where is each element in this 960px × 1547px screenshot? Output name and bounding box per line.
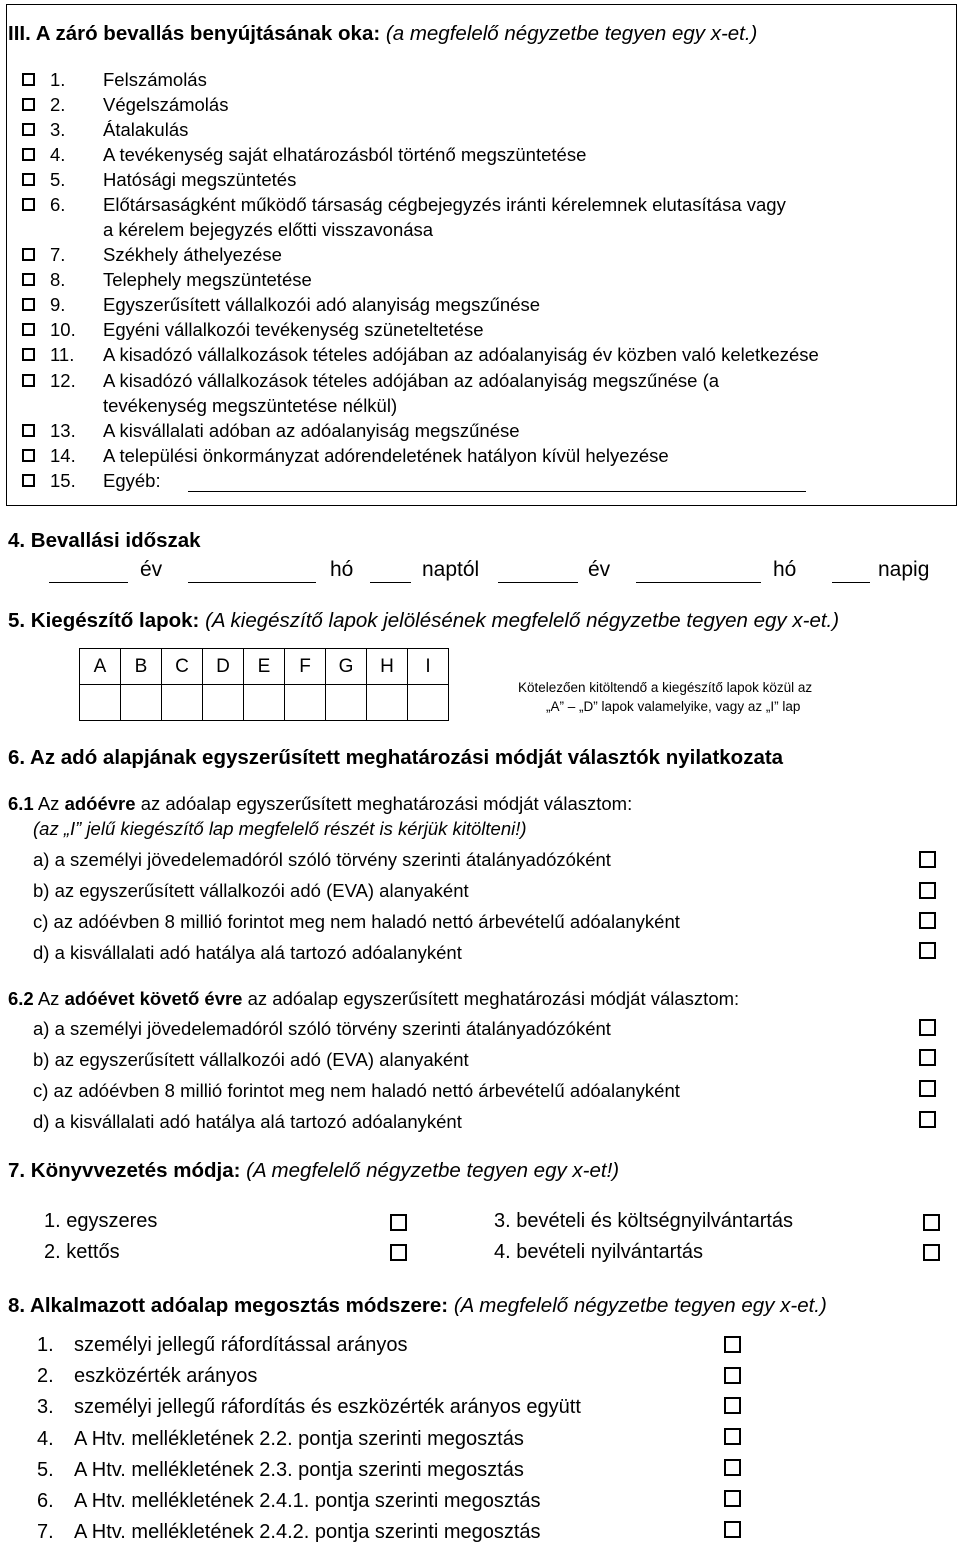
section-5-title	[8, 609, 839, 633]
method-number: 7.	[37, 1521, 54, 1543]
checkbox[interactable]	[22, 474, 35, 487]
item-number: 10.	[50, 319, 76, 340]
checkbox-6-1-a[interactable]	[919, 851, 936, 868]
option-6-1-a: a) a személyi jövedelemadóról szóló törvény szerinti átalányadózóként	[33, 849, 611, 870]
sheet-mark-cell[interactable]	[80, 685, 121, 721]
item-text: A kisvállalati adóban az adóalanyiság megszűnése	[103, 420, 520, 441]
p61-note: (az „I” jelű kiegészítő lap megfelelő részét is kérjük kitölteni!)	[33, 818, 527, 839]
checkbox-6-2-c[interactable]	[919, 1080, 936, 1097]
bookkeeping-single: 1. egyszeres	[44, 1210, 158, 1232]
reason-item-7	[0, 242, 960, 267]
checkbox[interactable]	[22, 323, 35, 336]
method-number: 5.	[37, 1459, 54, 1481]
bookkeeping-income: 4. bevételi nyilvántartás	[494, 1241, 704, 1263]
item-number: 15.	[50, 470, 76, 491]
year-to-input[interactable]	[498, 582, 578, 583]
reason-item-9	[0, 292, 960, 317]
p62-number: 6.2	[8, 988, 34, 1009]
label-from-day: naptól	[422, 558, 480, 581]
method-number: 6.	[37, 1490, 54, 1512]
item-text-continued: tevékenység megszüntetése nélkül)	[103, 395, 398, 416]
checkbox-6-2-d[interactable]	[919, 1111, 936, 1128]
p61-c: az adóalap egyszerűsített meghatározási módját választom:	[140, 793, 633, 814]
sheet-mark-cell[interactable]	[203, 685, 244, 721]
sheet-mark-cell[interactable]	[244, 685, 285, 721]
reason-item-6	[0, 192, 960, 242]
item-text: Egyéni vállalkozói tevékenység szüneteltetése	[103, 319, 484, 340]
label-year-2: év	[588, 558, 611, 581]
sheet-mark-cell[interactable]	[326, 685, 367, 721]
item-text: A települési önkormányzat adórendeletének hatályon kívül helyezése	[103, 445, 669, 466]
method-item-4	[37, 1428, 524, 1451]
item-number: 9.	[50, 294, 66, 315]
checkbox-method-4[interactable]	[724, 1428, 741, 1445]
section-3-title	[8, 22, 757, 46]
method-item-5	[37, 1459, 524, 1482]
section-7-title-italic: (A megfelelő négyzetbe tegyen egy x-et!)	[246, 1159, 620, 1182]
option-6-1-c: c) az adóévben 8 millió forintot meg nem haladó nettó árbevételű adóalanyként	[33, 911, 680, 932]
checkbox[interactable]	[22, 248, 35, 261]
reason-item-4	[0, 142, 960, 167]
day-from-input[interactable]	[370, 582, 411, 583]
paragraph-6-2	[8, 988, 739, 1010]
item-number: 7.	[50, 244, 66, 265]
option-6-2-a: a) a személyi jövedelemadóról szóló törvény szerinti átalányadózóként	[33, 1018, 611, 1039]
item-number: 1.	[50, 69, 66, 90]
sheet-letter: I	[408, 649, 449, 685]
sheet-letter: G	[326, 649, 367, 685]
label-month: hó	[330, 558, 354, 581]
sheet-letter: A	[80, 649, 121, 685]
checkbox-6-2-a[interactable]	[919, 1019, 936, 1036]
letters-row	[80, 649, 449, 685]
item-number: 3.	[50, 119, 66, 140]
item-text: Végelszámolás	[103, 94, 229, 115]
supplementary-note-1: Kötelezően kitöltendő a kiegészítő lapok közül az	[518, 680, 813, 695]
p61-a: Az	[37, 793, 60, 814]
option-6-1-d: d) a kisvállalati adó hatálya alá tartozó adóalanyként	[33, 942, 462, 963]
checkbox-method-1[interactable]	[724, 1336, 741, 1353]
reason-item-10	[0, 317, 960, 342]
item-number: 6.	[50, 194, 66, 215]
method-item-1	[37, 1334, 408, 1357]
option-6-2-c: c) az adóévben 8 millió forintot meg nem haladó nettó árbevételű adóalanyként	[33, 1080, 680, 1101]
item-number: 14.	[50, 445, 76, 466]
section-8-title	[8, 1294, 827, 1318]
method-number: 4.	[37, 1428, 54, 1450]
method-text: A Htv. mellékletének 2.4.1. pontja szerinti megosztás	[74, 1490, 541, 1512]
section-3-title-bold: III. A záró bevallás benyújtásának oka:	[8, 22, 381, 45]
checkbox-bookkeeping-income[interactable]	[923, 1244, 940, 1261]
other-reason-input-line[interactable]	[188, 491, 806, 492]
p61-b: adóévre	[64, 793, 136, 814]
section-7-title-bold: 7. Könyvvezetés módja:	[8, 1159, 241, 1182]
reason-item-3	[0, 117, 960, 142]
section-5-title-bold: 5. Kiegészítő lapok:	[8, 609, 200, 632]
option-6-2-b: b) az egyszerűsített vállalkozói adó (EVA) alanyaként	[33, 1049, 469, 1070]
item-number: 11.	[50, 344, 75, 365]
method-item-3	[37, 1396, 581, 1419]
checkbox[interactable]	[22, 298, 35, 311]
item-text: Székhely áthelyezése	[103, 244, 282, 265]
checkbox-method-6[interactable]	[724, 1490, 741, 1507]
method-text: személyi jellegű ráfordítással arányos	[74, 1334, 408, 1356]
checkbox-method-5[interactable]	[724, 1459, 741, 1476]
bookkeeping-income-cost: 3. bevételi és költségnyilvántartás	[494, 1210, 794, 1232]
label-month-2: hó	[773, 558, 797, 581]
p62-c: az adóalap egyszerűsített meghatározási módját választom:	[247, 988, 740, 1009]
year-from-input[interactable]	[49, 582, 128, 583]
sheet-letter: F	[285, 649, 326, 685]
p62-a: Az	[37, 988, 60, 1009]
day-to-input[interactable]	[832, 582, 870, 583]
section-7-title	[8, 1159, 619, 1183]
sheet-letter: H	[367, 649, 408, 685]
checkbox[interactable]	[22, 449, 35, 462]
checkbox-method-3[interactable]	[724, 1397, 741, 1414]
month-from-input[interactable]	[188, 582, 316, 583]
reason-item-8	[0, 267, 960, 292]
reason-item-14	[0, 443, 960, 468]
checkbox-6-1-c[interactable]	[919, 912, 936, 929]
item-number: 13.	[50, 420, 76, 441]
item-number: 5.	[50, 169, 66, 190]
method-text: eszközérték arányos	[74, 1365, 258, 1387]
sheet-mark-cell[interactable]	[408, 685, 449, 721]
checkbox[interactable]	[22, 73, 35, 86]
supplementary-note-2: „A” – „D” lapok valamelyike, vagy az „I” lap	[546, 699, 801, 714]
method-item-7	[37, 1521, 541, 1544]
sheet-mark-cell[interactable]	[285, 685, 326, 721]
paragraph-6-1	[8, 793, 632, 815]
reason-item-1	[0, 67, 960, 92]
checkbox-bookkeeping-double[interactable]	[390, 1244, 407, 1261]
label-to-day: napig	[878, 558, 930, 581]
checkbox[interactable]	[22, 98, 35, 111]
checkbox-method-7[interactable]	[724, 1521, 741, 1538]
option-6-2-d: d) a kisvállalati adó hatálya alá tartozó adóalanyként	[33, 1111, 462, 1132]
checkbox-method-2[interactable]	[724, 1367, 741, 1384]
checkbox[interactable]	[22, 348, 35, 361]
checkbox[interactable]	[22, 123, 35, 136]
item-number: 12.	[50, 370, 76, 391]
section-3-title-italic: (a megfelelő négyzetbe tegyen egy x-et.)	[385, 22, 758, 45]
p61-number: 6.1	[8, 793, 34, 814]
item-text: A kisadózó vállalkozások tételes adójában az adóalanyiság megszűnése (a	[103, 370, 720, 391]
mark-row	[80, 685, 449, 721]
checkbox[interactable]	[22, 374, 35, 387]
checkbox[interactable]	[22, 273, 35, 286]
checkbox-6-1-d[interactable]	[919, 942, 936, 959]
reason-item-15	[0, 468, 960, 493]
checkbox-6-1-b[interactable]	[919, 882, 936, 899]
reason-item-2	[0, 92, 960, 117]
item-text: Egyszerűsített vállalkozói adó alanyiság megszűnése	[103, 294, 541, 315]
option-6-1-b: b) az egyszerűsített vállalkozói adó (EVA) alanyaként	[33, 880, 469, 901]
reason-item-12	[0, 368, 960, 418]
sheet-mark-cell[interactable]	[121, 685, 162, 721]
checkbox[interactable]	[22, 148, 35, 161]
sheet-letter: D	[203, 649, 244, 685]
bookkeeping-double: 2. kettős	[44, 1241, 120, 1263]
item-text: Egyéb:	[103, 470, 161, 491]
section-5-title-italic: (A kiegészítő lapok jelölésének megfelelő négyzetbe tegyen egy x-et.)	[205, 609, 840, 632]
checkbox-bookkeeping-single[interactable]	[390, 1214, 407, 1231]
reason-item-11	[0, 342, 960, 367]
checkbox-6-2-b[interactable]	[919, 1049, 936, 1066]
method-item-6	[37, 1490, 541, 1513]
checkbox[interactable]	[22, 198, 35, 211]
section-4-title: 4. Bevallási időszak	[8, 529, 201, 552]
section-8-title-italic: (A megfelelő négyzetbe tegyen egy x-et.)	[453, 1294, 827, 1317]
reason-item-13	[0, 418, 960, 443]
method-text: A Htv. mellékletének 2.4.2. pontja szerinti megosztás	[74, 1521, 541, 1543]
sheet-letter: B	[121, 649, 162, 685]
sheet-letter: C	[162, 649, 203, 685]
item-text: Felszámolás	[103, 69, 207, 90]
reason-item-5	[0, 167, 960, 192]
item-text: Átalakulás	[103, 119, 189, 140]
method-number: 2.	[37, 1365, 54, 1387]
item-text: Előtársaságként működő társaság cégbejegyzés iránti kérelemnek elutasítása vagy	[103, 194, 786, 215]
label-year: év	[140, 558, 163, 581]
item-text: Hatósági megszüntetés	[103, 169, 297, 190]
item-number: 8.	[50, 269, 66, 290]
item-text: Telephely megszüntetése	[103, 269, 312, 290]
method-number: 1.	[37, 1334, 54, 1356]
method-number: 3.	[37, 1396, 54, 1418]
item-number: 4.	[50, 144, 66, 165]
item-text: A kisadózó vállalkozások tételes adójában az adóalanyiság év közben való keletkezése	[103, 344, 819, 365]
method-text: személyi jellegű ráfordítás és eszközérték arányos együtt	[74, 1396, 581, 1418]
method-item-2	[37, 1365, 258, 1388]
item-number: 2.	[50, 94, 66, 115]
p62-b: adóévet követő évre	[64, 988, 243, 1009]
section-6-title: 6. Az adó alapjának egyszerűsített meghatározási módját választók nyilatkozata	[8, 746, 784, 769]
item-text-continued: a kérelem bejegyzés előtti visszavonása	[103, 219, 434, 240]
section-8-title-bold: 8. Alkalmazott adóalap megosztás módszere:	[8, 1294, 449, 1317]
sheet-mark-cell[interactable]	[367, 685, 408, 721]
item-text: A tevékenység saját elhatározásból történő megszüntetése	[103, 144, 587, 165]
checkbox-bookkeeping-income-cost[interactable]	[923, 1214, 940, 1231]
method-text: A Htv. mellékletének 2.3. pontja szerinti megosztás	[74, 1459, 524, 1481]
method-text: A Htv. mellékletének 2.2. pontja szerinti megosztás	[74, 1428, 524, 1450]
checkbox[interactable]	[22, 424, 35, 437]
supplementary-sheets-table	[79, 648, 449, 721]
month-to-input[interactable]	[636, 582, 761, 583]
sheet-mark-cell[interactable]	[162, 685, 203, 721]
checkbox[interactable]	[22, 173, 35, 186]
sheet-letter: E	[244, 649, 285, 685]
